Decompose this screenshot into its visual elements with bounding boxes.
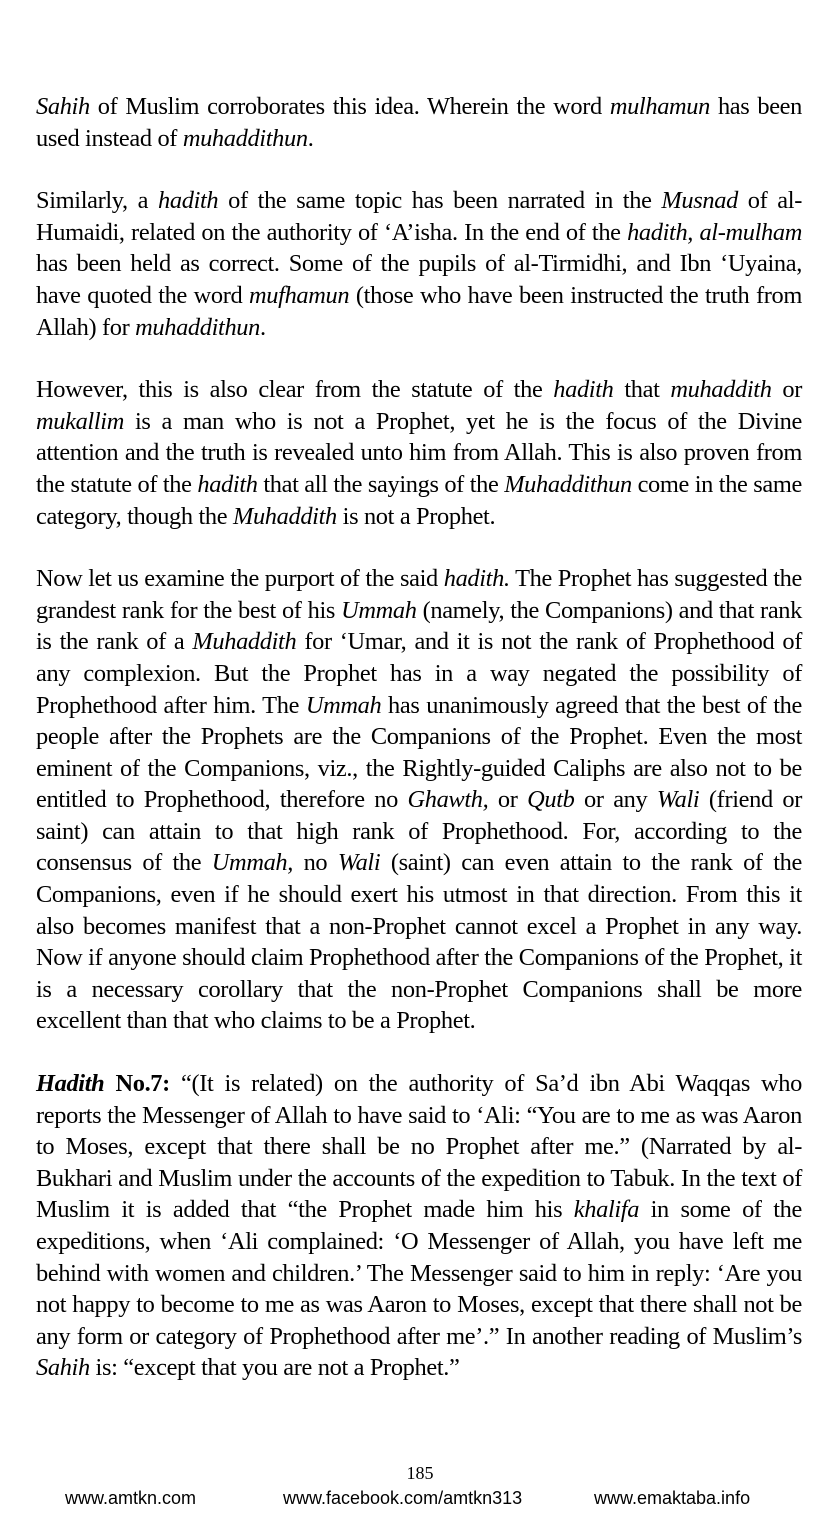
text-segment: Wali bbox=[337, 849, 381, 877]
text-segment: Muhaddith bbox=[232, 502, 337, 530]
text-segment: (friend or saint) can attain to that high rank of Prophethood. For, according to the consensus of the bbox=[36, 786, 802, 877]
text-segment: Sahih bbox=[36, 1354, 90, 1382]
text-segment: is: “except that you are not a Prophet.” bbox=[89, 1354, 460, 1382]
text-segment: . bbox=[260, 313, 266, 341]
text-segment: muhaddithun bbox=[135, 313, 260, 341]
text-segment: of al-Humaidi, related on the authority of ‘A’isha. In the end of the bbox=[36, 187, 802, 246]
page-body bbox=[36, 91, 802, 1415]
text-segment: is a man who is not a Prophet, yet he is the focus of the Divine attention and the truth is revealed unto him from Allah. This is also proven from the statute of the bbox=[36, 407, 802, 498]
text-segment: mulhamun bbox=[609, 93, 710, 120]
text-segment: mufhamun bbox=[249, 281, 350, 309]
paragraph-5-hadith-7 bbox=[36, 1068, 802, 1384]
text-segment: Wali bbox=[656, 786, 700, 814]
text-segment: of the same topic has been narrated in the bbox=[218, 187, 662, 215]
footer-link-facebook[interactable]: www.facebook.com/amtkn313 bbox=[283, 1488, 523, 1508]
text-segment: muhaddithun bbox=[182, 124, 308, 152]
text-segment: for ‘Umar, and it is not the rank of Prophethood of any complexion. But the Prophet has in a way negated the possibility of Prophethood after him. The bbox=[36, 628, 802, 719]
paragraph-1 bbox=[36, 91, 802, 154]
text-segment: khalifa bbox=[573, 1196, 640, 1224]
text-segment: Ummah, bbox=[211, 849, 294, 877]
text-segment: muhaddith bbox=[670, 376, 772, 404]
text-segment: hadith bbox=[158, 187, 219, 215]
text-segment: Hadith bbox=[36, 1070, 105, 1098]
text-segment: Qutb bbox=[527, 786, 575, 814]
text-segment: has been held as correct. Some of the pupils of al-Tirmidhi, and Ibn ‘Uyaina, have quoted the word bbox=[36, 250, 802, 309]
text-segment: Ummah bbox=[341, 596, 417, 624]
text-segment: has been used instead of bbox=[36, 93, 802, 152]
text-segment: has unanimously agreed that the best of the people after the Prophets are the Companions of the Prophet. Even the most eminent of the Companions, viz., the Rightly-guided Caliphs are also not to be entitled to Prophethood, therefore no bbox=[36, 691, 802, 814]
text-segment: (saint) can even attain to the rank of the Companions, even if he should exert his utmost in that direction. From this it also becomes manifest that a non-Prophet cannot excel a Prophet in any way. Now if anyone should claim Prophethood after the Companions of the Prophet, it is a necessary corollary that the non-Prophet Companions shall be more excellent than that who claims to be a Prophet. bbox=[36, 849, 802, 1035]
text-segment: or bbox=[488, 786, 528, 814]
text-segment: The Prophet has suggested the grandest rank for the best of his bbox=[36, 565, 802, 624]
text-segment: (those who have been instructed the truth from Allah) for bbox=[36, 281, 802, 341]
text-segment: in some of the expeditions, when ‘Ali complained: ‘O Messenger of Allah, you have left me behind with women and children.’ The Messenger said to him in reply: ‘Are you not happy to become to me as was Aaron to Moses, except that there shall not be any form or category of Prophethood after me’.” In another reading of Muslim’s bbox=[36, 1196, 803, 1350]
text-segment: “(It is related) on the authority of Sa’d ibn Abi Waqqas who reports the Messenger of Allah to have said to ‘Ali: “You are to me as was Aaron to Moses, except that there shall be no Prophet after me.” (Narrated by al-Bukhari and Muslim under the accounts of the expedition to Tabuk. In the text of Muslim it is added that “the Prophet made him his bbox=[36, 1070, 802, 1224]
paragraph-2 bbox=[36, 185, 802, 343]
text-segment: is not a Prophet. bbox=[336, 502, 496, 530]
text-segment: Ummah bbox=[305, 691, 382, 719]
text-segment: hadith. bbox=[443, 565, 510, 593]
footer-link-emaktaba[interactable]: www.emaktaba.info bbox=[594, 1488, 751, 1508]
text-segment: Sahih bbox=[36, 93, 90, 120]
text-segment: Muhaddith bbox=[192, 628, 297, 656]
page-number: 185 bbox=[406, 1463, 434, 1483]
text-segment: that all the sayings of the bbox=[257, 470, 505, 498]
text-segment: hadith, al-mulham bbox=[627, 218, 802, 246]
text-segment: Musnad bbox=[661, 187, 738, 215]
text-segment: Ghawth, bbox=[407, 786, 489, 814]
text-segment: . bbox=[307, 124, 314, 152]
text-segment: (namely, the Companions) and that rank is the rank of a bbox=[36, 596, 802, 656]
text-segment: However, this is also clear from the statute of the bbox=[36, 376, 554, 404]
footer-link-amtkn[interactable]: www.amtkn.com bbox=[65, 1488, 197, 1508]
paragraph-3 bbox=[36, 374, 802, 532]
text-segment: Muhaddithun bbox=[504, 470, 632, 498]
text-segment: hadith bbox=[197, 470, 258, 498]
text-segment: Now let us examine the purport of the said bbox=[36, 565, 444, 593]
text-segment: no bbox=[293, 849, 338, 877]
footer-links bbox=[0, 1488, 840, 1514]
text-segment: mukallim bbox=[36, 407, 124, 435]
paragraph-4 bbox=[36, 563, 802, 1037]
text-segment: Similarly, a bbox=[36, 187, 159, 215]
text-segment: come in the same category, though the bbox=[36, 470, 802, 530]
text-segment: that bbox=[613, 376, 671, 404]
text-segment: of Muslim corroborates this idea. Wherein the word bbox=[89, 93, 610, 120]
text-segment: hadith bbox=[553, 376, 614, 404]
text-segment: No.7: bbox=[104, 1070, 170, 1098]
text-segment: or bbox=[771, 376, 802, 404]
text-segment: or any bbox=[574, 786, 657, 814]
